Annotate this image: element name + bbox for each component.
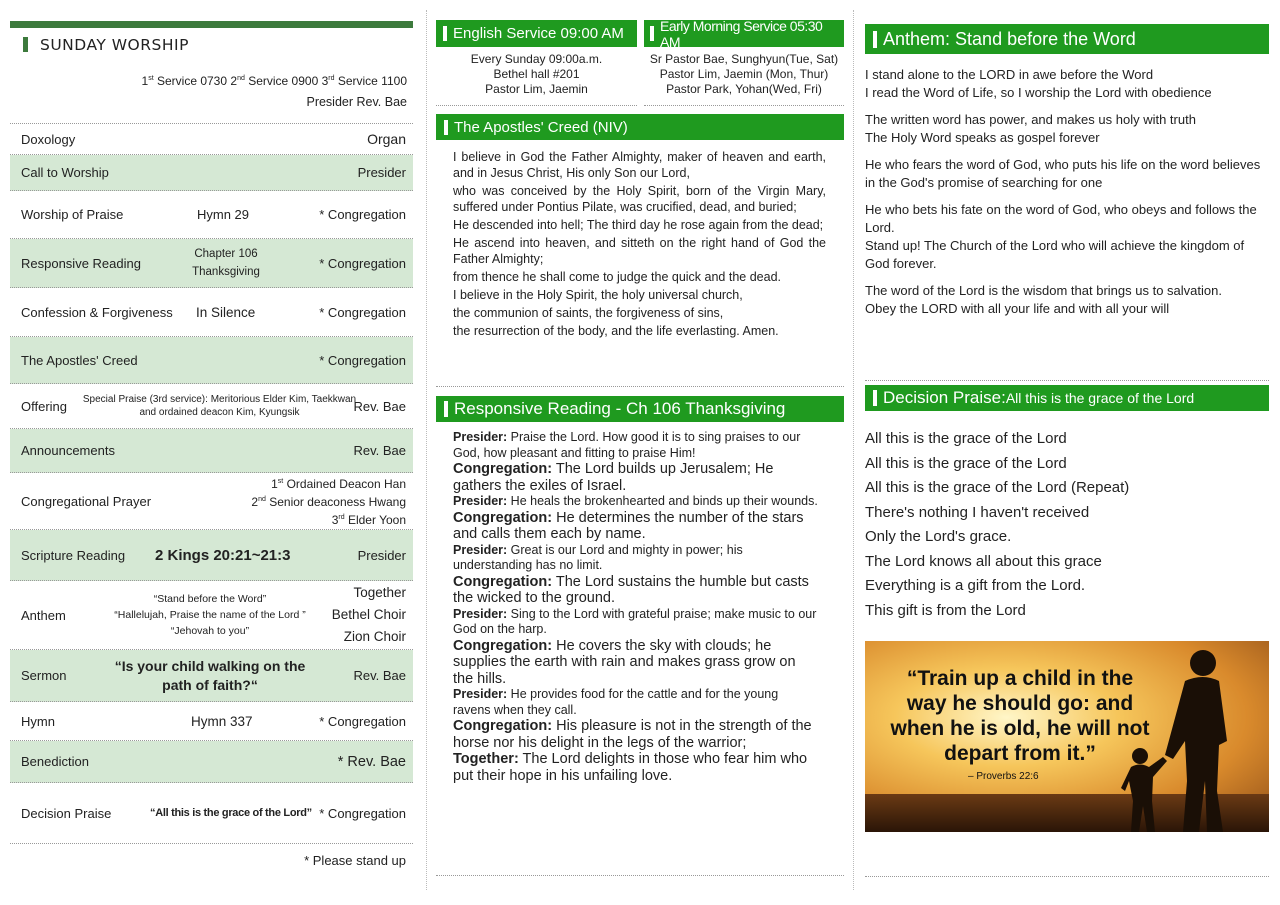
column-divider <box>426 10 427 890</box>
service-times: 1st Service 0730 2nd Service 0900 3rd Service 1100 <box>141 74 407 88</box>
anthem-header: Anthem: Stand before the Word <box>865 24 1269 54</box>
creed-header: The Apostles' Creed (NIV) <box>436 114 844 140</box>
order-row: Announcements Rev. Bae <box>10 429 413 473</box>
early-service-details: Sr Pastor Bae, Sunghyun(Tue, Sat) Pastor Lim, Jaemin (Mon, Thur) Pastor Park, Yohan(Wed, Fri) <box>649 52 839 96</box>
english-service-details: Every Sunday 09:00a.m. Bethel hall #201 Pastor Lim, Jaemin <box>470 52 603 96</box>
english-service-box <box>436 20 637 97</box>
title-marker <box>23 37 28 52</box>
order-row: The Apostles' Creed * Congregation <box>10 337 413 384</box>
decision-praise-section <box>865 385 1269 623</box>
responsive-reading-text: Presider: Praise the Lord. How good it is to sing praises to our God, how pleasant and fitting to praise Him! Congregation: The Lord builds up Jerusalem; He gathers the exiles of Israel. Presider: He heals the brokenhearted and binds up their wounds. Congregation: He determines the number of the stars and calls them each by name. Presider: Great is our Lord and mighty in power; his understanding has no limit. Congregation: The Lord sustains the humble but casts the wicked to the ground. Presider: Sing to the Lord with grateful praise; make music to our God on the harp. Congregation: He covers the sky with clouds; he supplies the earth with rain and makes grass grow on the hills. Presider: He provides food for the cattle and for the young ravens when they call. Congregation: His pleasure is not in the strength of the horse nor his delight in the legs of the warrior; Together: The Lord delights in those who fear him who put their hope in his unfailing love. <box>453 430 818 784</box>
early-service-header: Early Morning Service 05:30 AM <box>644 20 844 47</box>
banner-citation: – Proverbs 22:6 <box>968 771 1039 782</box>
banner-quote: “Train up a child in the way he should go: and when he is old, he will not depart from it.” <box>890 667 1150 765</box>
order-row: Hymn Hymn 337 * Congregation <box>10 702 413 741</box>
order-row: Offering Special Praise (3rd service): Meritorious Elder Kim, Taekkwan and ordained deacon Kim, Kyungsik Rev. Bae <box>10 384 413 429</box>
anthem-songs: “Stand before the Word” “Hallelujah, Praise the name of the Lord ” “Jehovah to you” <box>114 593 306 637</box>
order-row: Scripture Reading 2 Kings 20:21~21:3 Presider <box>10 530 413 581</box>
section-title: SUNDAY WORSHIP <box>23 36 189 54</box>
creed-section <box>436 114 844 341</box>
early-service-box <box>644 17 844 97</box>
order-row: Responsive Reading Chapter 106 Thanksgiving * Congregation <box>10 239 413 288</box>
column-divider <box>853 10 854 890</box>
responsive-reading-section <box>436 396 844 784</box>
stand-note: * Please stand up <box>304 853 406 868</box>
order-row: Congregational Prayer 1st Ordained Deacon Han 2nd Senior deaconess Hwang 3rd Elder Yoon <box>10 473 413 530</box>
creed-text: I believe in God the Father Almighty, maker of heaven and earth, and in Jesus Christ, His only Son our Lord, who was conceived by the Holy Spirit, born of the Virgin Mary, suffered under Pontius Pilate, was crucified, dead, and buried; He descended into hell; The third day he rose again from the dead; He ascend into heaven, and sitteth on the right hand of God the Father Almighty; from thence he shall come to judge the quick and the dead. I believe in the Holy Spirit, the holy universal church, the communion of saints, the forgiveness of sins, the resurrection of the body, and the life everlasting. Amen. <box>453 150 826 338</box>
prayer-list: 1st Ordained Deacon Han 2nd Senior deaconess Hwang 3rd Elder Yoon <box>251 477 406 527</box>
responsive-reading-header: Responsive Reading - Ch 106 Thanksgiving <box>436 396 844 422</box>
anthem-choirs: Together Bethel Choir Zion Choir <box>331 585 406 644</box>
order-row: Anthem “Stand before the Word” “Hallelujah, Praise the name of the Lord ” “Jehovah to you” Together Bethel Choir Zion Choir <box>10 581 413 650</box>
top-accent-bar <box>10 21 413 28</box>
presider: Presider Rev. Bae <box>306 95 407 109</box>
order-row: Call to Worship Presider <box>10 155 413 191</box>
right-column <box>864 0 1269 905</box>
order-row: Sermon “Is your child walking on the path of faith?“ Rev. Bae <box>10 650 413 702</box>
decision-praise-lyrics: All this is the grace of the Lord All this is the grace of the Lord All this is the grace of the Lord (Repeat) There's nothing I haven't received Only the Lord's grace. The Lord knows all about this grace Everything is a gift from the Lord. This gift is from the Lord <box>865 430 1130 619</box>
proverbs-banner-image <box>865 641 1269 832</box>
middle-column <box>436 0 844 905</box>
order-row: Decision Praise “All this is the grace of the Lord” * Congregation <box>10 783 413 844</box>
decision-praise-header: Decision Praise: All this is the grace of the Lord <box>865 385 1269 411</box>
order-row: Confession & Forgiveness In Silence * Congregation <box>10 288 413 337</box>
order-row: Benediction * Rev. Bae <box>10 741 413 783</box>
order-row: Worship of Praise Hymn 29 * Congregation <box>10 191 413 239</box>
english-service-header: English Service 09:00 AM <box>436 20 637 47</box>
anthem-lyrics: I stand alone to the LORD in awe before the Word I read the Word of Life, so I worship the Lord with obedience The written word has power, and makes us holy with truth The Holy Word speaks as gospel forever He who fears the word of God, who puts his life on the word believes in the God's promise of searching for one He who bets his fate on the word of God, who obeys and follows the Lord. Stand up! The Church of the Lord who will achieve the kingdom of God forever. The word of the Lord is the wisdom that brings us to salvation. Obey the LORD with all your life and with all your will <box>865 67 1261 316</box>
anthem-section <box>865 24 1269 327</box>
order-row: Doxology Organ <box>10 123 413 155</box>
order-of-worship-column <box>10 0 413 905</box>
